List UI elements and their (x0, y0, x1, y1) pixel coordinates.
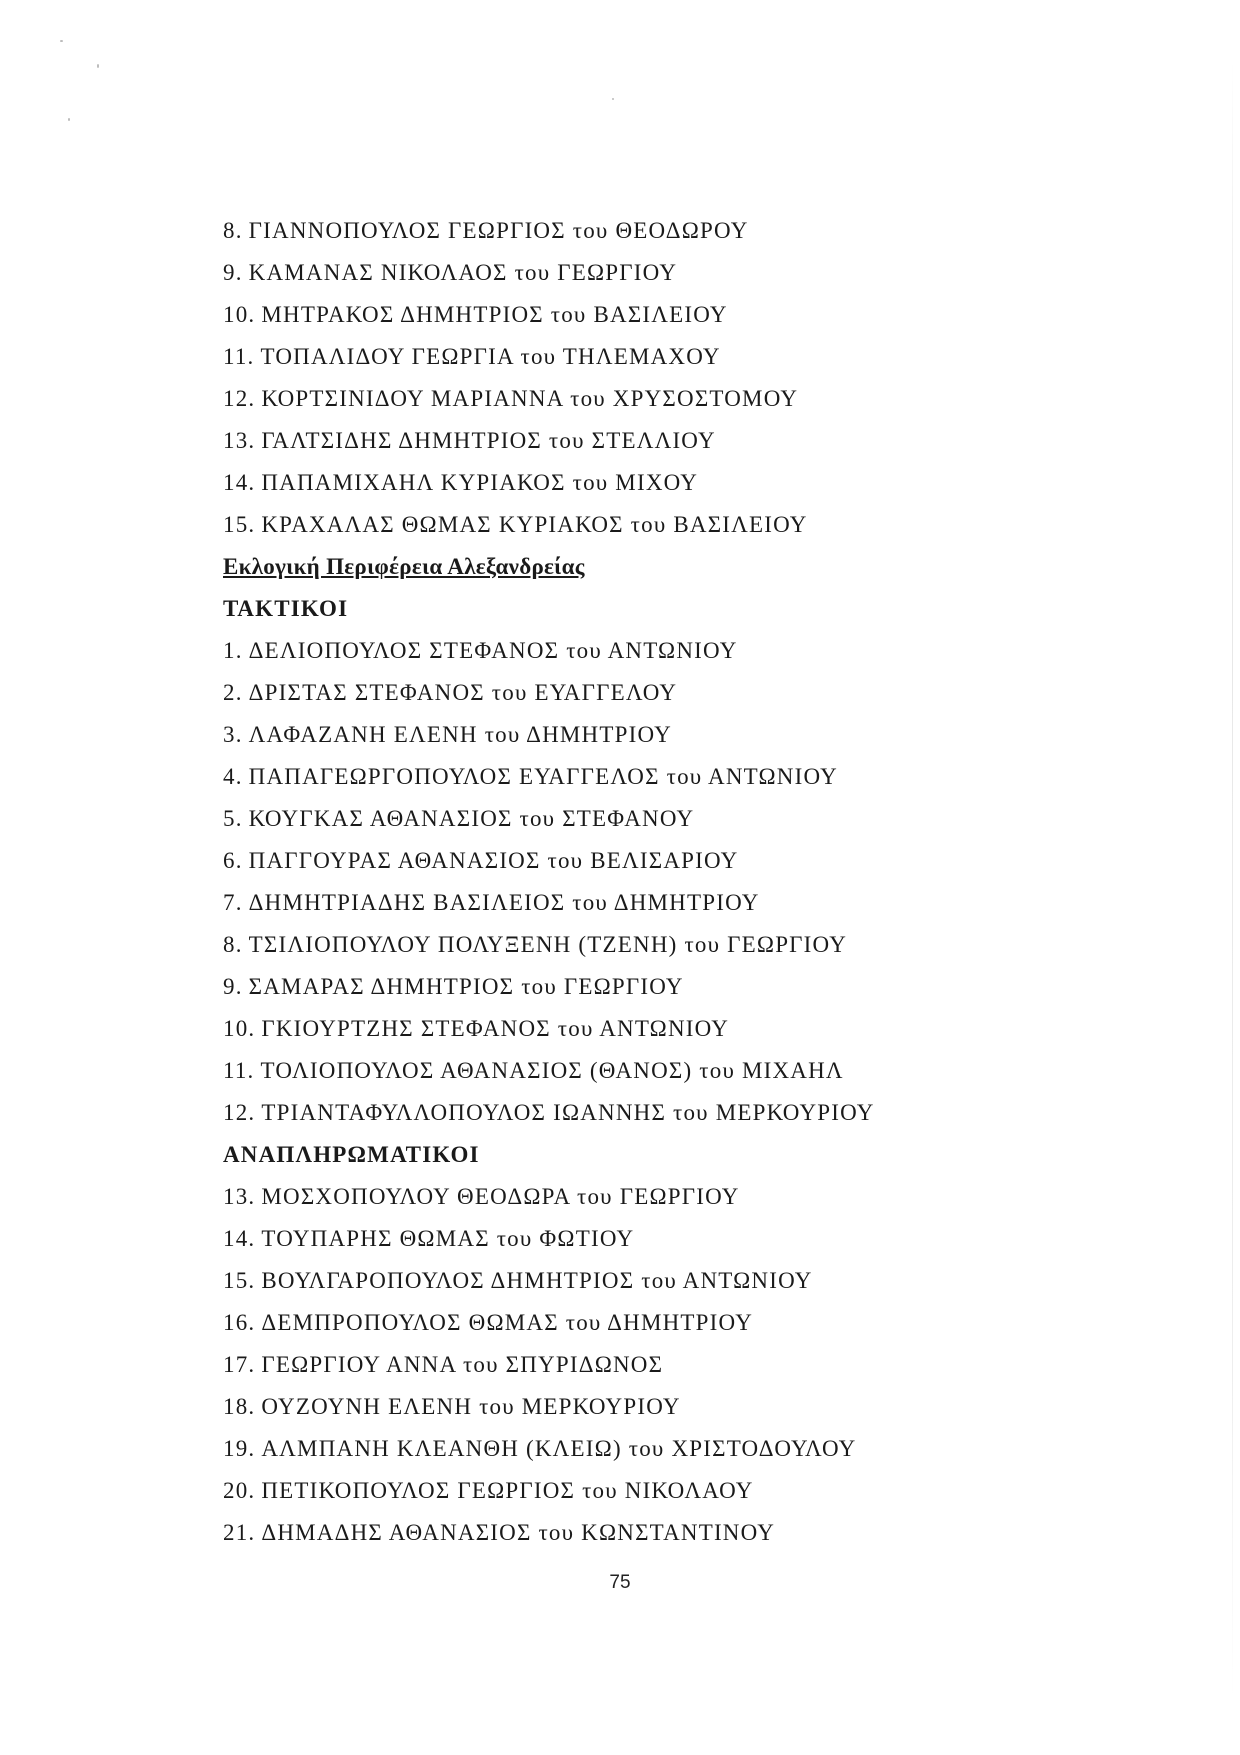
list-item (223, 966, 1183, 1008)
list-item (223, 1176, 1183, 1218)
item-name: ΓΑΛΤΣΙΔΗΣ ΔΗΜΗΤΡΙΟΣ του ΣΤΕΛΛΙΟΥ (261, 428, 716, 453)
list-item (223, 210, 1183, 252)
item-name: ΠΑΠΑΓΕΩΡΓΟΠΟΥΛΟΣ ΕΥΑΓΓΕΛΟΣ του ΑΝΤΩΝΙΟΥ (248, 764, 838, 789)
item-name: ΔΕΛΙΟΠΟΥΛΟΣ ΣΤΕΦΑΝΟΣ του ΑΝΤΩΝΙΟΥ (248, 638, 738, 663)
list-item (223, 1050, 1183, 1092)
item-name: ΠΕΤΙΚΟΠΟΥΛΟΣ ΓΕΩΡΓΙΟΣ του ΝΙΚΟΛΑΟΥ (261, 1478, 754, 1503)
item-number: 13. (223, 428, 256, 453)
list-item (223, 1302, 1183, 1344)
scan-speck (97, 64, 99, 68)
item-number: 6. (223, 848, 243, 873)
item-number: 14. (223, 1226, 256, 1251)
item-name: ΣΑΜΑΡΑΣ ΔΗΜΗΤΡΙΟΣ του ΓΕΩΡΓΙΟΥ (248, 974, 684, 999)
item-number: 18. (223, 1394, 256, 1419)
item-number: 10. (223, 1016, 256, 1041)
item-number: 13. (223, 1184, 256, 1209)
document-body (223, 210, 1183, 1554)
item-name: ΛΑΦΑΖΑΝΗ ΕΛΕΝΗ του ΔΗΜΗΤΡΙΟΥ (248, 722, 672, 747)
item-number: 5. (223, 806, 243, 831)
item-number: 16. (223, 1310, 256, 1335)
list-item (223, 252, 1183, 294)
list-item (223, 798, 1183, 840)
list-item (223, 1512, 1183, 1554)
item-number: 14. (223, 470, 256, 495)
regular-members-heading: ΤΑΚΤΙΚΟΙ (223, 596, 349, 621)
item-name: ΔΗΜΗΤΡΙΑΔΗΣ ΒΑΣΙΛΕΙΟΣ του ΔΗΜΗΤΡΙΟΥ (248, 890, 760, 915)
scan-edge-shadow (1232, 60, 1233, 1700)
item-name: ΔΕΜΠΡΟΠΟΥΛΟΣ ΘΩΜΑΣ του ΔΗΜΗΤΡΙΟΥ (261, 1310, 753, 1335)
list-item (223, 504, 1183, 546)
item-number: 1. (223, 638, 243, 663)
list-item (223, 1218, 1183, 1260)
item-number: 3. (223, 722, 243, 747)
item-name: ΔΡΙΣΤΑΣ ΣΤΕΦΑΝΟΣ του ΕΥΑΓΓΕΛΟΥ (248, 680, 678, 705)
item-name: ΟΥΖΟΥΝΗ ΕΛΕΝΗ του ΜΕΡΚΟΥΡΙΟΥ (261, 1394, 681, 1419)
item-name: ΤΡΙΑΝΤΑΦΥΛΛΟΠΟΥΛΟΣ ΙΩΑΝΝΗΣ του ΜΕΡΚΟΥΡΙΟΥ (261, 1100, 875, 1125)
list-item (223, 1386, 1183, 1428)
item-number: 12. (223, 1100, 256, 1125)
item-name: ΠΑΠΑΜΙΧΑΗΛ ΚΥΡΙΑΚΟΣ του ΜΙΧΟΥ (261, 470, 699, 495)
item-number: 15. (223, 1268, 256, 1293)
item-number: 8. (223, 218, 243, 243)
list-item (223, 1260, 1183, 1302)
item-number: 11. (223, 344, 255, 369)
list-item (223, 924, 1183, 966)
item-name: ΒΟΥΛΓΑΡΟΠΟΥΛΟΣ ΔΗΜΗΤΡΙΟΣ του ΑΝΤΩΝΙΟΥ (261, 1268, 813, 1293)
list-item (223, 1008, 1183, 1050)
list-item (223, 336, 1183, 378)
item-number: 21. (223, 1520, 256, 1545)
district-heading: Εκλογική Περιφέρεια Αλεξανδρείας (223, 554, 585, 579)
item-name: ΜΟΣΧΟΠΟΥΛΟΥ ΘΕΟΔΩΡΑ του ΓΕΩΡΓΙΟΥ (261, 1184, 740, 1209)
item-name: ΑΛΜΠΑΝΗ ΚΛΕΑΝΘΗ (ΚΛΕΙΩ) του ΧΡΙΣΤΟΔΟΥΛΟΥ (261, 1436, 857, 1461)
list-item (223, 1428, 1183, 1470)
list-item (223, 462, 1183, 504)
item-name: ΓΙΑΝΝΟΠΟΥΛΟΣ ΓΕΩΡΓΙΟΣ του ΘΕΟΔΩΡΟΥ (248, 218, 749, 243)
page-number: 75 (609, 1572, 631, 1593)
list-item (223, 1092, 1183, 1134)
item-name: ΓΚΙΟΥΡΤΖΗΣ ΣΤΕΦΑΝΟΣ του ΑΝΤΩΝΙΟΥ (261, 1016, 730, 1041)
list-item (223, 882, 1183, 924)
regular-members-list (223, 630, 1183, 1134)
alternate-members-heading: ΑΝΑΠΛΗΡΩΜΑΤΙΚΟΙ (223, 1142, 480, 1167)
list-item (223, 294, 1183, 336)
item-name: ΚΟΥΓΚΑΣ ΑΘΑΝΑΣΙΟΣ του ΣΤΕΦΑΝΟΥ (248, 806, 695, 831)
candidate-list-continued (223, 210, 1183, 546)
item-name: ΓΕΩΡΓΙΟΥ ΑΝΝΑ του ΣΠΥΡΙΔΩΝΟΣ (261, 1352, 664, 1377)
item-name: ΤΟΥΠΑΡΗΣ ΘΩΜΑΣ του ΦΩΤΙΟΥ (261, 1226, 635, 1251)
item-number: 4. (223, 764, 243, 789)
scan-speck (60, 40, 63, 42)
list-item (223, 1344, 1183, 1386)
item-name: ΔΗΜΑΔΗΣ ΑΘΑΝΑΣΙΟΣ του ΚΩΝΣΤΑΝΤΙΝΟΥ (261, 1520, 776, 1545)
item-number: 9. (223, 974, 243, 999)
item-name: ΤΟΠΑΛΙΔΟΥ ΓΕΩΡΓΙΑ του ΤΗΛΕΜΑΧΟΥ (260, 344, 721, 369)
item-number: 19. (223, 1436, 256, 1461)
list-item (223, 420, 1183, 462)
item-number: 8. (223, 932, 243, 957)
list-item (223, 378, 1183, 420)
item-number: 10. (223, 302, 256, 327)
item-number: 12. (223, 386, 256, 411)
item-number: 20. (223, 1478, 256, 1503)
scan-speck (612, 98, 614, 100)
item-number: 17. (223, 1352, 256, 1377)
list-item (223, 1470, 1183, 1512)
item-number: 9. (223, 260, 243, 285)
list-item (223, 714, 1183, 756)
alternate-members-list (223, 1176, 1183, 1554)
item-name: ΤΣΙΛΙΟΠΟΥΛΟΥ ΠΟΛΥΞΕΝΗ (ΤΖΕΝΗ) του ΓΕΩΡΓΙΟΥ (248, 932, 848, 957)
item-name: ΚΑΜΑΝΑΣ ΝΙΚΟΛΑΟΣ του ΓΕΩΡΓΙΟΥ (248, 260, 678, 285)
item-number: 7. (223, 890, 243, 915)
item-name: ΜΗΤΡΑΚΟΣ ΔΗΜΗΤΡΙΟΣ του ΒΑΣΙΛΕΙΟΥ (261, 302, 728, 327)
item-number: 15. (223, 512, 256, 537)
list-item (223, 756, 1183, 798)
list-item (223, 672, 1183, 714)
item-name: ΚΟΡΤΣΙΝΙΔΟΥ ΜΑΡΙΑΝΝΑ του ΧΡΥΣΟΣΤΟΜΟΥ (261, 386, 799, 411)
scan-speck (68, 118, 70, 121)
item-name: ΚΡΑΧΑΛΑΣ ΘΩΜΑΣ ΚΥΡΙΑΚΟΣ του ΒΑΣΙΛΕΙΟΥ (261, 512, 808, 537)
list-item (223, 840, 1183, 882)
item-name: ΤΟΛΙΟΠΟΥΛΟΣ ΑΘΑΝΑΣΙΟΣ (ΘΑΝΟΣ) του ΜΙΧΑΗΛ (260, 1058, 844, 1083)
item-name: ΠΑΓΓΟΥΡΑΣ ΑΘΑΝΑΣΙΟΣ του ΒΕΛΙΣΑΡΙΟΥ (248, 848, 739, 873)
item-number: 11. (223, 1058, 255, 1083)
list-item (223, 630, 1183, 672)
item-number: 2. (223, 680, 243, 705)
